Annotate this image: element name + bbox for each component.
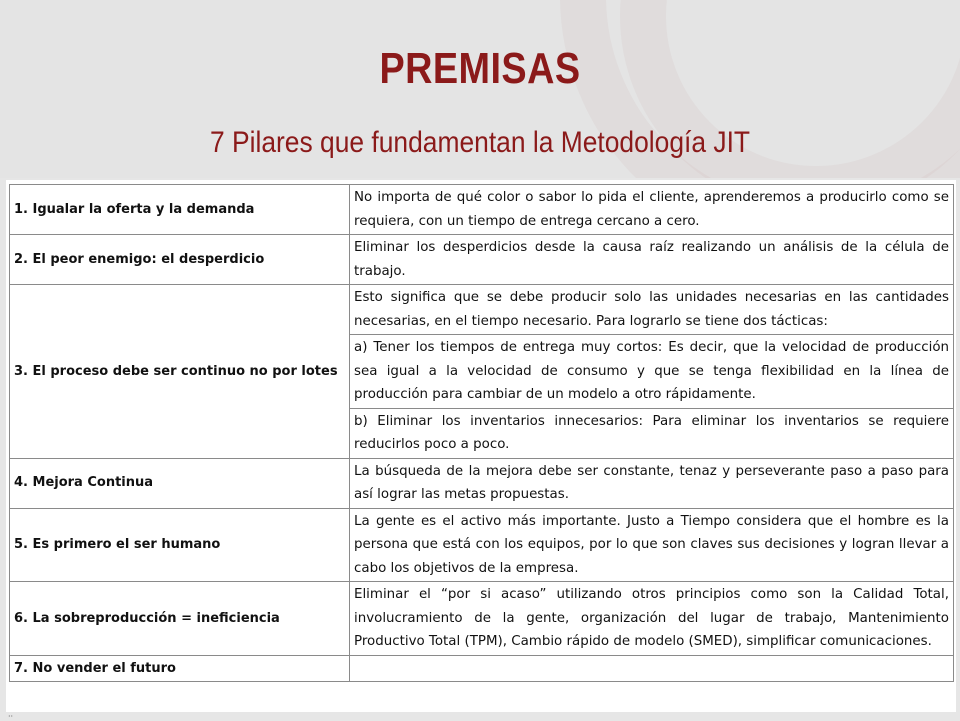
pillar-name-cell: 2. El peor enemigo: el desperdicio (10, 235, 350, 285)
table-row (10, 185, 954, 235)
slide-header (0, 0, 960, 178)
page-subtitle: 7 Pilares que fundamentan la Metodología JIT (209, 126, 751, 159)
pillar-name-cell: 5. Es primero el ser humano (10, 508, 350, 582)
pillar-name-cell: 7. No vender el futuro (10, 655, 350, 682)
table-row (10, 235, 954, 285)
pillar-description-cell: b) Eliminar los inventarios innecesarios: Para eliminar los inventarios se requiere reducirlos poco a poco. (350, 408, 954, 458)
pillars-table-body (10, 185, 954, 682)
footer-mark: ·· (8, 712, 14, 721)
pillars-table-area (6, 180, 956, 712)
pillar-description-cell: Esto significa que se debe producir solo las unidades necesarias en las cantidades necesarias, en el tiempo necesario. Para lograrlo se tiene dos tácticas: (350, 285, 954, 335)
page-title: PREMISAS (379, 44, 581, 93)
table-row (10, 285, 954, 335)
pillar-name-cell: 6. La sobreproducción = ineficiencia (10, 582, 350, 656)
pillar-name-cell: 4. Mejora Continua (10, 458, 350, 508)
pillar-description-cell: Eliminar el “por si acaso” utilizando otros principios como son la Calidad Total, involucramiento de la gente, organización del lugar de trabajo, Mantenimiento Productivo Total (TPM), Cambio rápido de modelo (SMED), simplificar comunicaciones. (350, 582, 954, 656)
pillar-description-cell: La búsqueda de la mejora debe ser constante, tenaz y perseverante paso a paso para así lograr las metas propuestas. (350, 458, 954, 508)
pillar-name-cell: 3. El proceso debe ser continuo no por lotes (10, 285, 350, 459)
table-row (10, 655, 954, 682)
pillar-description-cell: No importa de qué color o sabor lo pida el cliente, aprenderemos a producirlo como se requiera, con un tiempo de entrega cercano a cero. (350, 185, 954, 235)
pillar-description-cell (350, 655, 954, 682)
table-row (10, 582, 954, 656)
table-row (10, 508, 954, 582)
pillars-table (9, 184, 954, 682)
pillar-name-cell: 1. Igualar la oferta y la demanda (10, 185, 350, 235)
pillar-description-cell: La gente es el activo más importante. Justo a Tiempo considera que el hombre es la persona que está con los equipos, por lo que son claves sus decisiones y logran llevar a cabo los objetivos de la empresa. (350, 508, 954, 582)
table-row (10, 458, 954, 508)
pillar-description-cell: Eliminar los desperdicios desde la causa raíz realizando un análisis de la célula de trabajo. (350, 235, 954, 285)
pillar-description-cell: a) Tener los tiempos de entrega muy cortos: Es decir, que la velocidad de producción sea igual a la velocidad de consumo y que se tenga flexibilidad en la línea de producción para cambiar de un modelo a otro rápidamente. (350, 335, 954, 409)
